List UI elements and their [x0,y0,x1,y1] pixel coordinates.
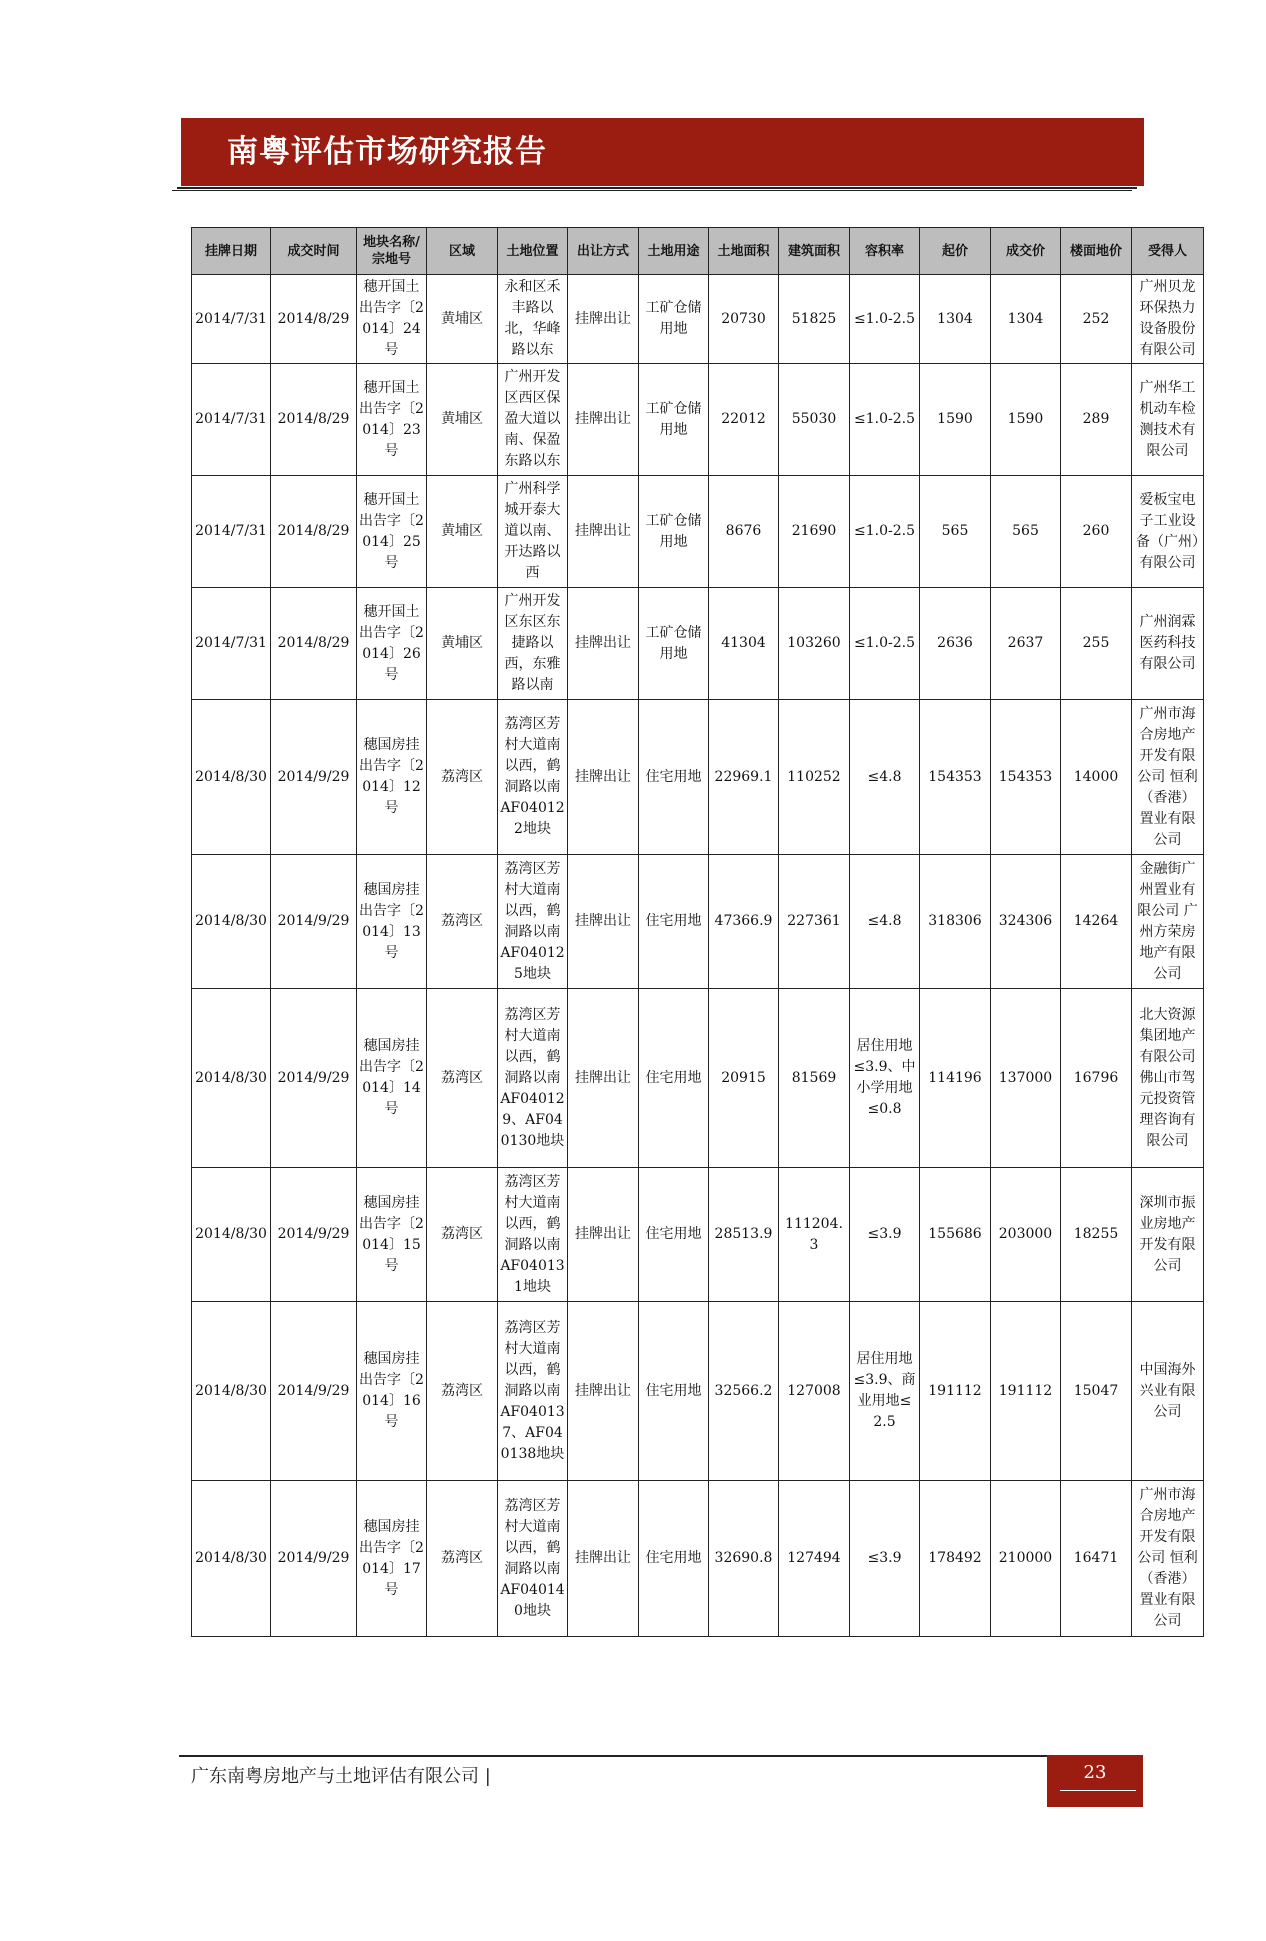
cell-parcel-id: 穗国房挂出告字〔2014〕17号 [357,1481,427,1637]
cell-transfer-method: 挂牌出让 [568,588,639,700]
cell-deal-date: 2014/9/29 [271,1481,357,1637]
cell-starting-price: 178492 [920,1481,991,1637]
cell-buyer: 深圳市振业房地产开发有限公司 [1132,1168,1204,1302]
cell-location: 荔湾区芳村大道南以西，鹤洞路以南AF040140地块 [498,1481,568,1637]
cell-parcel-id: 穗国房挂出告字〔2014〕14号 [357,989,427,1168]
cell-plot-ratio: ≤3.9 [850,1481,920,1637]
cell-deal-price: 137000 [991,989,1061,1168]
cell-starting-price: 2636 [920,588,991,700]
table-row [192,989,1204,1168]
cell-land-use: 工矿仓储用地 [639,275,709,364]
cell-listing-date: 2014/8/30 [192,989,271,1168]
cell-buyer: 爱板宝电子工业设备（广州）有限公司 [1132,476,1204,588]
cell-land-area: 22969.1 [709,700,779,855]
cell-floor-price: 15047 [1061,1302,1132,1481]
cell-starting-price: 1590 [920,364,991,476]
cell-floor-area: 55030 [779,364,850,476]
cell-district: 荔湾区 [427,1481,498,1637]
cell-land-use: 工矿仓储用地 [639,588,709,700]
cell-land-use: 住宅用地 [639,855,709,989]
cell-land-area: 20915 [709,989,779,1168]
cell-plot-ratio: 居住用地≤3.9、中小学用地≤0.8 [850,989,920,1168]
cell-location: 广州开发区东区东捷路以西，东雅路以南 [498,588,568,700]
cell-buyer: 北大资源集团地产有限公司 佛山市驾元投资管理咨询有限公司 [1132,989,1204,1168]
cell-listing-date: 2014/7/31 [192,275,271,364]
cell-parcel-id: 穗国房挂出告字〔2014〕16号 [357,1302,427,1481]
cell-starting-price: 318306 [920,855,991,989]
header-deal-date: 成交时间 [271,228,357,275]
table-row [192,1481,1204,1637]
cell-deal-date: 2014/9/29 [271,1168,357,1302]
header-parcel-id: 地块名称/宗地号 [357,228,427,275]
cell-starting-price: 1304 [920,275,991,364]
table-row [192,364,1204,476]
cell-buyer: 广州华工机动车检测技术有限公司 [1132,364,1204,476]
cell-parcel-id: 穗开国土出告字〔2014〕23号 [357,364,427,476]
cell-plot-ratio: ≤3.9 [850,1168,920,1302]
cell-land-use: 住宅用地 [639,700,709,855]
cell-transfer-method: 挂牌出让 [568,476,639,588]
cell-land-area: 22012 [709,364,779,476]
cell-floor-price: 16471 [1061,1481,1132,1637]
table-row [192,855,1204,989]
cell-deal-date: 2014/9/29 [271,855,357,989]
cell-deal-date: 2014/8/29 [271,364,357,476]
cell-starting-price: 191112 [920,1302,991,1481]
land-transaction-table [191,227,1204,1637]
cell-plot-ratio: ≤4.8 [850,700,920,855]
page-number-underline [1060,1790,1136,1791]
cell-deal-price: 324306 [991,855,1061,989]
cell-listing-date: 2014/8/30 [192,1481,271,1637]
cell-location: 荔湾区芳村大道南以西，鹤洞路以南AF040131地块 [498,1168,568,1302]
cell-floor-area: 111204.3 [779,1168,850,1302]
cell-listing-date: 2014/8/30 [192,1302,271,1481]
cell-transfer-method: 挂牌出让 [568,700,639,855]
cell-land-area: 32690.8 [709,1481,779,1637]
cell-starting-price: 154353 [920,700,991,855]
cell-floor-price: 18255 [1061,1168,1132,1302]
cell-starting-price: 155686 [920,1168,991,1302]
cell-deal-price: 1304 [991,275,1061,364]
cell-location: 荔湾区芳村大道南以西，鹤洞路以南AF040137、AF040138地块 [498,1302,568,1481]
cell-land-area: 47366.9 [709,855,779,989]
cell-buyer: 广州市海合房地产开发有限公司 恒利（香港）置业有限公司 [1132,1481,1204,1637]
table-row [192,700,1204,855]
cell-transfer-method: 挂牌出让 [568,1168,639,1302]
cell-deal-date: 2014/9/29 [271,989,357,1168]
cell-listing-date: 2014/7/31 [192,588,271,700]
cell-listing-date: 2014/8/30 [192,1168,271,1302]
cell-location: 荔湾区芳村大道南以西，鹤洞路以南AF040129、AF040130地块 [498,989,568,1168]
cell-parcel-id: 穗国房挂出告字〔2014〕12号 [357,700,427,855]
cell-district: 荔湾区 [427,855,498,989]
cell-plot-ratio: ≤1.0-2.5 [850,275,920,364]
cell-deal-price: 203000 [991,1168,1061,1302]
cell-floor-price: 289 [1061,364,1132,476]
cell-deal-date: 2014/8/29 [271,476,357,588]
table-row [192,275,1204,364]
header-buyer: 受得人 [1132,228,1204,275]
cell-location: 广州开发区西区保盈大道以南、保盈东路以东 [498,364,568,476]
cell-floor-area: 227361 [779,855,850,989]
cell-plot-ratio: 居住用地≤3.9、商业用地≤2.5 [850,1302,920,1481]
cell-deal-date: 2014/9/29 [271,700,357,855]
cell-floor-area: 110252 [779,700,850,855]
cell-district: 荔湾区 [427,700,498,855]
header-floor-area: 建筑面积 [779,228,850,275]
cell-land-area: 41304 [709,588,779,700]
cell-land-use: 工矿仓储用地 [639,476,709,588]
cell-district: 荔湾区 [427,989,498,1168]
footer-divider [179,1755,1143,1757]
cell-listing-date: 2014/8/30 [192,855,271,989]
cell-starting-price: 114196 [920,989,991,1168]
cell-deal-price: 191112 [991,1302,1061,1481]
cell-buyer: 金融街广州置业有限公司 广州方荣房地产有限公司 [1132,855,1204,989]
cell-location: 荔湾区芳村大道南以西，鹤洞路以南AF040122地块 [498,700,568,855]
table-row [192,476,1204,588]
cell-plot-ratio: ≤4.8 [850,855,920,989]
cell-parcel-id: 穗开国土出告字〔2014〕26号 [357,588,427,700]
cell-transfer-method: 挂牌出让 [568,275,639,364]
cell-district: 黄埔区 [427,476,498,588]
page-number: 23 [1083,1762,1107,1783]
cell-deal-price: 210000 [991,1481,1061,1637]
table-row [192,1302,1204,1481]
cell-location: 广州科学城开泰大道以南、开达路以西 [498,476,568,588]
cell-floor-price: 16796 [1061,989,1132,1168]
cell-floor-price: 14264 [1061,855,1132,989]
cell-floor-area: 127494 [779,1481,850,1637]
cell-deal-date: 2014/8/29 [271,588,357,700]
cell-floor-price: 252 [1061,275,1132,364]
header-deal-price: 成交价 [991,228,1061,275]
header-location: 土地位置 [498,228,568,275]
cell-floor-area: 103260 [779,588,850,700]
cell-plot-ratio: ≤1.0-2.5 [850,476,920,588]
cell-land-area: 32566.2 [709,1302,779,1481]
cell-deal-date: 2014/8/29 [271,275,357,364]
cell-deal-price: 154353 [991,700,1061,855]
cell-deal-price: 1590 [991,364,1061,476]
cell-floor-area: 127008 [779,1302,850,1481]
table-row [192,588,1204,700]
cell-land-use: 工矿仓储用地 [639,364,709,476]
footer-company-name: 广东南粤房地产与土地评估有限公司 | [191,1766,491,1787]
header-starting-price: 起价 [920,228,991,275]
cell-location: 永和区禾丰路以北，华峰路以东 [498,275,568,364]
cell-floor-price: 14000 [1061,700,1132,855]
cell-district: 荔湾区 [427,1168,498,1302]
cell-parcel-id: 穗国房挂出告字〔2014〕13号 [357,855,427,989]
cell-plot-ratio: ≤1.0-2.5 [850,588,920,700]
cell-floor-area: 51825 [779,275,850,364]
cell-buyer: 中国海外兴业有限公司 [1132,1302,1204,1481]
cell-land-use: 住宅用地 [639,1302,709,1481]
cell-listing-date: 2014/7/31 [192,476,271,588]
cell-starting-price: 565 [920,476,991,588]
cell-parcel-id: 穗国房挂出告字〔2014〕15号 [357,1168,427,1302]
cell-buyer: 广州市海合房地产开发有限公司 恒利（香港）置业有限公司 [1132,700,1204,855]
report-title: 南粤评估市场研究报告 [227,134,547,170]
cell-transfer-method: 挂牌出让 [568,1481,639,1637]
header-land-use: 土地用途 [639,228,709,275]
cell-land-use: 住宅用地 [639,989,709,1168]
cell-parcel-id: 穗开国土出告字〔2014〕25号 [357,476,427,588]
cell-floor-price: 260 [1061,476,1132,588]
cell-transfer-method: 挂牌出让 [568,855,639,989]
table-header-row [192,228,1204,275]
cell-transfer-method: 挂牌出让 [568,364,639,476]
cell-land-area: 28513.9 [709,1168,779,1302]
cell-parcel-id: 穗开国土出告字〔2014〕24号 [357,275,427,364]
cell-deal-price: 2637 [991,588,1061,700]
header-floor-price: 楼面地价 [1061,228,1132,275]
cell-transfer-method: 挂牌出让 [568,1302,639,1481]
cell-buyer: 广州润霖医药科技有限公司 [1132,588,1204,700]
cell-land-area: 8676 [709,476,779,588]
header-plot-ratio: 容积率 [850,228,920,275]
cell-district: 黄埔区 [427,364,498,476]
cell-district: 荔湾区 [427,1302,498,1481]
cell-deal-date: 2014/9/29 [271,1302,357,1481]
header-land-area: 土地面积 [709,228,779,275]
cell-location: 荔湾区芳村大道南以西，鹤洞路以南AF040125地块 [498,855,568,989]
cell-buyer: 广州贝龙环保热力设备股份有限公司 [1132,275,1204,364]
cell-floor-area: 81569 [779,989,850,1168]
cell-floor-area: 21690 [779,476,850,588]
table-row [192,1168,1204,1302]
cell-land-use: 住宅用地 [639,1481,709,1637]
cell-land-area: 20730 [709,275,779,364]
cell-listing-date: 2014/8/30 [192,700,271,855]
cell-district: 黄埔区 [427,588,498,700]
cell-district: 黄埔区 [427,275,498,364]
cell-transfer-method: 挂牌出让 [568,989,639,1168]
cell-land-use: 住宅用地 [639,1168,709,1302]
header-divider-secondary [172,190,1132,191]
header-district: 区域 [427,228,498,275]
header-listing-date: 挂牌日期 [192,228,271,275]
cell-listing-date: 2014/7/31 [192,364,271,476]
cell-deal-price: 565 [991,476,1061,588]
header-divider [177,187,1137,189]
cell-floor-price: 255 [1061,588,1132,700]
cell-plot-ratio: ≤1.0-2.5 [850,364,920,476]
header-transfer-method: 出让方式 [568,228,639,275]
